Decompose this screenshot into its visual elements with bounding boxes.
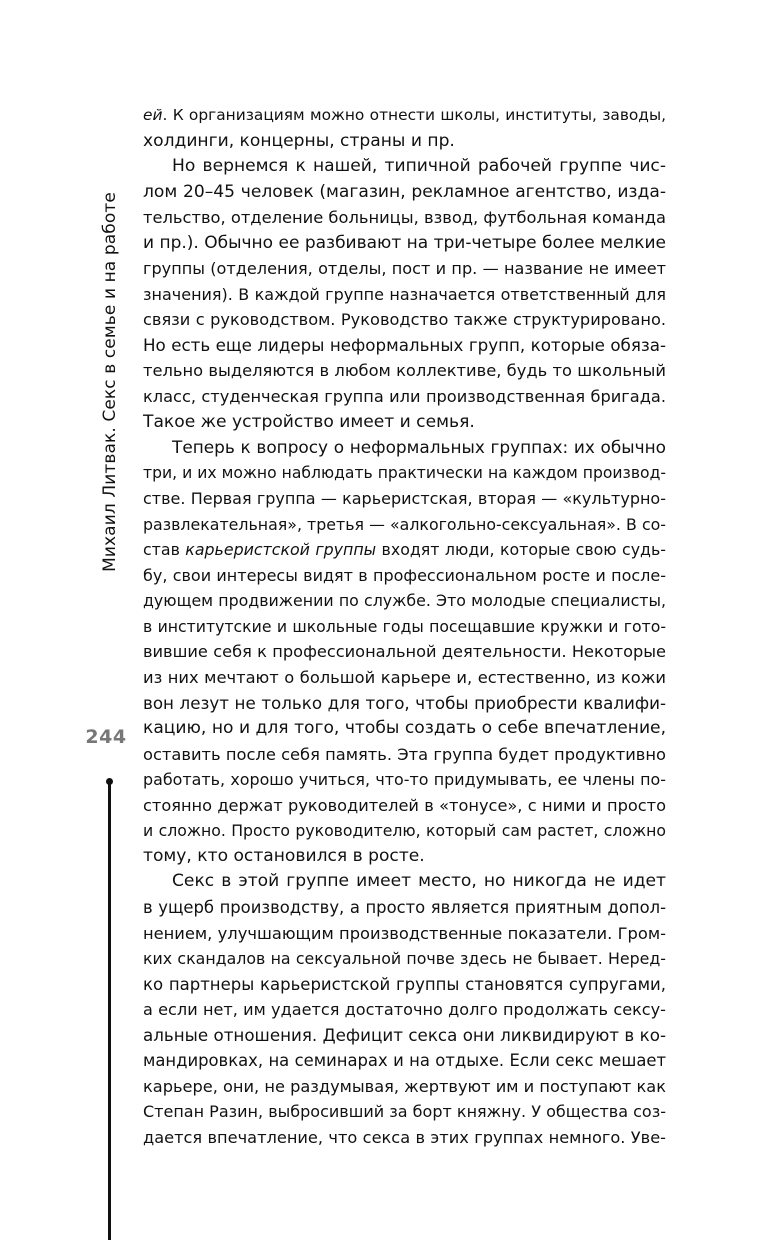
text-run: ко партнеры карьеристской группы становятся супругами, — [143, 974, 666, 994]
text-line — [143, 972, 666, 998]
text-run: тельно выделяются в любом коллективе, будь то школьный — [143, 361, 666, 381]
text-line — [143, 486, 666, 512]
running-head: Михаил Литвак. Секс в семье и на работе — [100, 192, 120, 572]
text-line — [143, 844, 666, 870]
text-run: став — [143, 540, 186, 560]
text-run: Степан Разин, выбросивший за борт княжну. У общества соз- — [143, 1102, 666, 1122]
italic-text: карьеристской группы — [185, 540, 377, 560]
text-run: . К организациям можно отнести школы, институты, заводы, — [162, 106, 666, 124]
text-line — [143, 563, 666, 589]
body-text — [143, 103, 666, 1150]
text-run: из них мечтают о большой карьере и, естественно, из кожи — [143, 668, 666, 688]
text-line — [143, 639, 666, 665]
text-run: Но вернемся к нашей, типичной рабочей группе чис- — [172, 156, 666, 177]
text-run: карьере, они, не раздумывая, жертвуют им и поступают как — [143, 1076, 666, 1096]
text-line — [143, 205, 666, 231]
text-run: а если нет, им удается достаточно долго продолжать сексу- — [143, 1000, 666, 1020]
text-run: в институтские и школьные годы посещавшие кружки и гото- — [143, 616, 666, 636]
text-run: входят люди, которые свою судь- — [376, 540, 666, 560]
text-line — [143, 665, 666, 691]
text-line — [143, 307, 666, 333]
text-line — [143, 282, 666, 308]
text-run: связи с руководством. Руководство также структурировано. — [143, 310, 666, 330]
text-line — [143, 793, 666, 819]
text-line — [143, 435, 666, 461]
text-line — [143, 358, 666, 384]
text-run: кацию, но и для того, чтобы создать о себе впечатление, — [143, 718, 666, 739]
text-line — [143, 997, 666, 1023]
text-line — [143, 1099, 666, 1125]
text-line — [143, 384, 666, 410]
italic-text: ей — [143, 106, 163, 124]
page-number: 244 — [85, 726, 127, 748]
text-line — [143, 537, 666, 563]
text-line — [143, 180, 666, 206]
text-run: вон лезут не только для того, чтобы приобрести квалифи- — [143, 692, 666, 713]
text-run: Секс в этой группе имеет место, но никогда не идет — [172, 871, 666, 892]
text-run: и пр.). Обычно ее разбивают на три-четыре более мелкие — [143, 232, 666, 253]
text-run: в ущерб производству, а просто является приятным допол- — [143, 897, 666, 917]
text-line — [143, 818, 666, 844]
text-line — [143, 869, 666, 895]
text-run: и сложно. Просто руководителю, который сам растет, сложно — [143, 821, 666, 841]
text-line — [143, 1074, 666, 1100]
text-line — [143, 1125, 666, 1151]
text-run: работать, хорошо учиться, что-то придумывать, ее члены по- — [143, 770, 666, 790]
text-line — [143, 512, 666, 538]
text-run: ких скандалов на сексуальной почве здесь не бывает. Неред- — [143, 949, 666, 969]
text-run: лом 20–45 человек (магазин, рекламное агентство, изда- — [143, 181, 666, 202]
text-line — [143, 895, 666, 921]
text-line — [143, 614, 666, 640]
text-run: тому, кто остановился в росте. — [143, 845, 425, 866]
text-line — [143, 333, 666, 359]
text-run: значения). В каждой группе назначается ответственный для — [143, 284, 666, 304]
text-run: холдинги, концерны, страны и пр. — [143, 130, 455, 151]
text-line — [143, 716, 666, 742]
text-run: тельство, отделение больницы, взвод, футбольная команда — [143, 208, 666, 228]
text-run: группы (отделения, отделы, пост и пр. — название не имеет — [143, 259, 666, 279]
text-run: мандировках, на семинарах и на отдыхе. Если секс мешает — [143, 1051, 666, 1071]
text-line — [143, 410, 666, 436]
text-run: класс, студенческая группа или производственная бригада. — [143, 387, 666, 407]
margin-rule — [108, 782, 111, 1240]
text-run: стоянно держат руководителей в «тонусе», с ними и просто — [143, 795, 666, 815]
text-run: три, и их можно наблюдать практически на каждом производ- — [143, 463, 666, 482]
text-run: дующем продвижении по службе. Это молодые специалисты, — [143, 591, 666, 611]
text-line — [143, 588, 666, 614]
text-run: нением, улучшающим производственные показатели. Гром- — [143, 923, 666, 943]
text-run: развлекательная», третья — «алкогольно-сексуальная». В со- — [143, 514, 666, 534]
text-run: стве. Первая группа — карьеристская, вторая — «культурно- — [143, 489, 666, 509]
text-run: Но есть еще лидеры неформальных групп, которые обяза- — [143, 334, 666, 355]
text-line — [143, 256, 666, 282]
text-line — [143, 742, 666, 768]
text-line — [143, 921, 666, 947]
text-run: оставить после себя память. Эта группа будет продуктивно — [143, 744, 666, 764]
text-run: дается впечатление, что секса в этих группах немного. Уве- — [143, 1127, 666, 1147]
text-line — [143, 767, 666, 793]
text-line — [143, 946, 666, 972]
text-run: Теперь к вопросу о неформальных группах: их обычно — [172, 437, 666, 458]
text-line — [143, 154, 666, 180]
text-line — [143, 461, 666, 487]
text-line — [143, 129, 666, 155]
text-run: Такое же устройство имеет и семья. — [143, 411, 475, 432]
text-run: вившие себя к профессиональной деятельности. Некоторые — [143, 642, 666, 662]
text-run: альные отношения. Дефицит секса они ликвидируют в ко- — [143, 1024, 666, 1045]
text-line — [143, 1048, 666, 1074]
text-line — [143, 103, 666, 129]
text-line — [143, 691, 666, 717]
text-run: бу, свои интересы видят в профессиональном росте и после- — [143, 565, 666, 585]
text-line — [143, 231, 666, 257]
text-line — [143, 1023, 666, 1049]
